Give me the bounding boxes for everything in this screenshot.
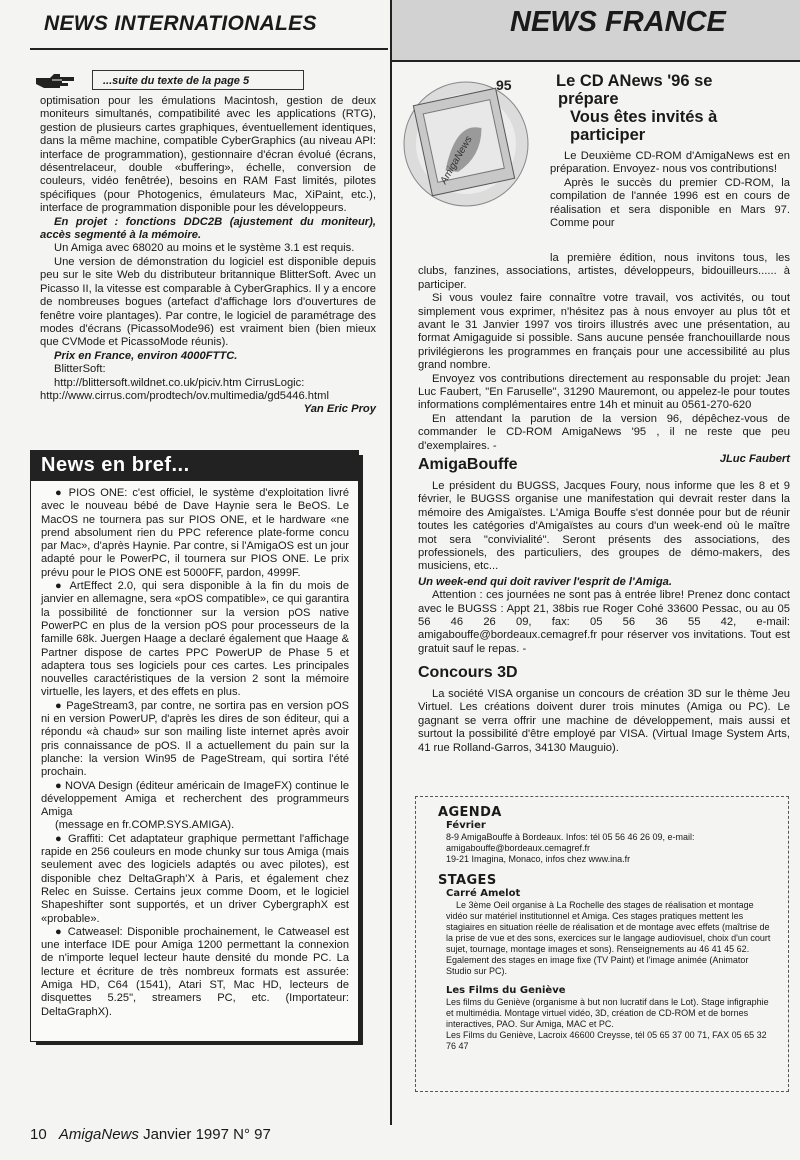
agenda-entry: 8-9 AmigaBouffe à Bordeaux. Infos: tél 05 56 46 26 09, e-mail: amigabouffe@bordeaux.cemagref.fr — [446, 832, 695, 853]
news-bref-box — [30, 450, 359, 1042]
stages-paragraph: Les Films du Geniève, Lacroix 46600 Creysse, tél 05 65 37 00 71, FAX 05 65 32 76 47 — [446, 1030, 767, 1051]
intl-author: Yan Eric Proy — [303, 403, 376, 416]
news-bref-body — [41, 487, 349, 1019]
bref-item: ● Graffiti: Cet adaptateur graphique permettant l'affichage rapide en 256 couleurs en mode chunky sur tous Amiga (mais seulement avec des logiciels adaptés ou avec pilotes), est disponible chez DeltaGraph'X à Paris, et également chez Relec en Suisse. Certains jeux comme Doom, et le logiciel Shapeshifter sont supportés, et un driver CybergraphX est «probable». — [41, 832, 349, 925]
bref-item: (message en fr.COMP.SYS.AMIGA). — [55, 819, 235, 832]
stages-subtitle: Les Films du Geniève — [446, 985, 566, 996]
cd-paragraph: Après le succès du premier CD-ROM, la compilation de l'année 1996 est en cours de réalisation et sera disponible en Mars 97. Comme pour — [550, 176, 790, 230]
agenda-entry: 19-21 Imagina, Monaco, infos chez www.ina.fr — [446, 854, 631, 864]
intl-price: Prix en France, environ 4000FTTC. — [54, 349, 238, 362]
intl-article — [40, 95, 376, 415]
page-number: 10 — [30, 1126, 47, 1143]
bref-item: ● PIOS ONE: c'est officiel, le système d'exploitation livré avec le nouveau bébé de Dave Haynie sera le BeOS. Le MacOS ne tournera pas sur PIOS ONE, et le hardware «ne prend absolument rien du PPC reference plate-forme concu par Mac», d'après Haynie. Par contre, si l'AmigaOS est un jour adapté pour le PowerPC, il tournera sur PIOS ONE. Le prix prévu pour le PIOS ONE est 5000FF, pardon, 4999F. — [41, 487, 349, 579]
cd-paragraph: En attendant la parution de la version 96, dépêchez-vous de commander le CD-ROM AmigaNews '95 , il ne reste que peu d'exemplaires. - — [418, 412, 790, 452]
intl-paragraph: BlitterSoft: — [54, 363, 106, 376]
cd-rom-image — [400, 70, 540, 210]
stages-subtitle: Carré Amelot — [446, 888, 521, 899]
bref-item: ● NOVA Design (éditeur américain de ImageFX) continue le développement Amiga et recherchent des programmeurs Amiga — [41, 779, 349, 819]
amigabouffe-article — [418, 456, 790, 656]
bref-item: ● PageStream3, par contre, ne sortira pas en version pOS ni en version PowerUP, d'après les dires de son éditeur, qui a répondu «à chaud» sur son mailing liste internet après avoir pris connaissance de pOS. Il a actuellement du pain sur la planche: la version Win95 de PageStream, qui sortira l'été prochain. — [41, 699, 349, 779]
continued-marker — [30, 70, 380, 92]
cd-title-line: Le CD ANews '96 se — [556, 72, 713, 90]
cd-author: JLuc Faubert — [719, 453, 790, 466]
left-header-title: NEWS INTERNATIONALES — [44, 12, 317, 35]
news-bref-header — [31, 451, 358, 481]
continued-text: ...suite du texte de la page 5 — [92, 70, 304, 90]
intl-subheading: En projet : fonctions DDC2B (ajustement du moniteur), accès segmenté à la mémoire. — [40, 215, 376, 242]
cd-label: AmigaNews — [438, 134, 475, 187]
right-section-header — [392, 0, 800, 62]
stages-paragraph: Le 3ème Oeil organise à La Rochelle des stages de réalisation et montage vidéo sur matériel institutionnel et Amiga. Ces stages pratiques mettent les stagiaires en situation réelle de réalisation et de montage avec effets (maîtrise de la prise de vue et des sons, exercices sur le langage audiovisuel, choix d'un court sujet, tournage, montage images et sons). Renseignements au 46 41 45 62. Egalement des stages en image fixe (TV Paint) et l'image animée (Animator Studio sur PC). — [446, 900, 771, 976]
news-bref-title: News en bref... — [41, 454, 190, 476]
cd-intro — [550, 150, 790, 230]
intl-links: http://blittersoft.wildnet.co.uk/piciv.htm CirrusLogic: http://www.cirrus.com/prodtech/ov.multimedia/gd5446.html — [40, 376, 329, 402]
bref-item: ● ArtEffect 2.0, qui sera disponible à la fin du mois de janvier en allemagne, sera «pOS compatible», ce qui garantira la possibilité de fonctionner sur la version pOS native PowerPC en plus de la version pOS pour processeurs de la famille 68k. Juergen Haage a declaré également que Haage & Partner dispose de cartes PPC PowerUP de Phase 5 et adaptera tous ses logiciels pour ces cartes. Les principales nouvelles caractéristiques de la version 2 sont la mémoire virtuelle, les layers, et des effets en plus. — [41, 580, 349, 699]
amigabouffe-paragraph: Attention : ces journées ne sont pas à entrée libre! Prenez donc contact avec le BUGSS : Appt 21, 38bis rue Roger Cohé 33600 Pessac, ou au 05 56 46 26 09, fax: 05 56 36 55 42, e-mail: amigabouffe@bordeaux.cemagref.fr pour réserver vos invitations. Tout est gratuit sauf le repas. - — [418, 589, 790, 655]
agenda-box — [415, 796, 789, 1092]
concours-3d-article — [418, 664, 790, 755]
left-section-header — [30, 0, 388, 50]
cd-title-line: Vous êtes invités à — [570, 108, 718, 126]
concours-3d-paragraph: La société VISA organise un concours de création 3D sur le thème Jeu Virtuel. Les créations doivent durer trois minutes (Amiga ou PC). Le gagnant se verra offrir une machine de développement, mais aussi et surtout la possibilité d'être employé par VISA. (Virtual Image System Arts, 41 rue Rolland-Garros, 34130 Mauguio). — [418, 688, 790, 754]
intl-paragraph: optimisation pour les émulations Macintosh, gestion de deux moniteurs simultanés, compatibilité avec les applications (RTG), gestion de plusieurs cartes graphiques, éventuellement identiques, dans la même machine, compatible CyberGraphics (au niveau API: interface de programmation), gestionnaire d'écran évolué (écrans, désentrelaceur, double «buffering», échelle, conversion de couleurs, vidéo fenêtrée), besoins en RAM Fast limités, pilotes spécifiques (pour Photogenics, émulateurs Mac, XiPaint, etc.), interface de programmation disponible pour les développeurs. — [40, 95, 376, 215]
intl-paragraph: Un Amiga avec 68020 au moins et le système 3.1 est requis. — [54, 242, 355, 255]
intl-paragraph: Une version de démonstration du logiciel est disponible depuis peu sur le site Web du distributeur britannique BlitterSoft. Avec un Picasso II, la vitesse est comparable à CyberGraphics. Il y a encore de nombreuses bogues (artefact d'affichage lors d'ouvertures de fenêtre voire plantages). Par contre, le logiciel de paramétrage des modes d'écrans (PicassoMode96) est vraiment bien (bien mieux que CVMode et PicassoMode réunis). — [40, 255, 376, 349]
agenda-title: AGENDA — [438, 805, 502, 820]
page-footer — [30, 1126, 430, 1143]
cd-paragraph: Le Deuxième CD-ROM d'AmigaNews est en préparation. Envoyez- nous vos contributions! — [550, 150, 790, 176]
agenda-content — [438, 805, 776, 1052]
cd-title-line: participer — [570, 126, 646, 144]
bref-item: ● Catweasel: Disponible prochainement, le Catweasel est une interface IDE pour Amiga 1200 permettant la connexion de n'importe lequel lecteur haute densité du monde PC. La lecture et écriture de très nombreux formats est assurée: Amiga HD, C64 (1541), Atari ST, Mac HD, lecteurs de disquettes 5.25", streamers PC, etc. (Importateur: DeltaGraphX). — [41, 925, 349, 1018]
cd-title-line: prépare — [558, 90, 619, 108]
cd-paragraph: Envoyez vos contributions directement au responsable du projet: Jean Luc Faubert, "En Faruselle", 31290 Mauremont, ou appelez-le pour toutes informations complémentaires entre 14h et minuit au 0561-270-620 — [418, 372, 790, 412]
cd-article-title — [556, 72, 796, 144]
cd-article-body — [418, 252, 790, 465]
right-header-title: NEWS FRANCE — [510, 6, 726, 38]
amigabouffe-subheading: Un week-end qui doit raviver l'esprit de l'Amiga. — [418, 575, 672, 588]
cd-paragraph: la première édition, nous invitons tous, les clubs, fanzines, associations, artistes, développeurs, bidouilleurs...... à participer. — [418, 252, 790, 291]
stages-title: STAGES — [438, 873, 497, 888]
cd-paragraph: Si vous voulez faire connaître votre travail, vos activités, ou tout simplement vous exprimer, n'hésitez pas à nous envoyer au plus tôt et avant le 31 Janvier 1997 vos tiroirs illustrés avec une présentation, au format Amigaguide si possible. Sans aucune pensée franchouillarde nous privilégierons les programmes en français pour une accessibilité au plus grand nombre. — [418, 292, 790, 372]
amigabouffe-paragraph: Le président du BUGSS, Jacques Foury, nous informe que les 8 et 9 février, le BUGSS organise une manifestation qui devrait rester dans la mémoire des Amigaïstes. L'Amiga Bouffe s'est donnée pour but de réunir toutes les catégories d'Amigaïstes au cours d'un week-end où le maître mot sera "convivialité". Seront présents des associations, des professionels, des particuliers, des groupes de démo-makers, des musiciens, etc... — [418, 480, 790, 573]
issue-info: Janvier 1997 N° 97 — [143, 1126, 271, 1143]
stages-paragraph: Les films du Geniève (organisme à but non lucratif dans le Lot). Stage infigraphie et multimédia. Montage virtuel vidéo, 3D, création de CD-ROM et de bornes interactives, PAO. Sur Amiga, MAC et PC. — [446, 997, 769, 1029]
magazine-name: AmigaNews — [58, 1126, 139, 1143]
agenda-month: Février — [446, 820, 486, 831]
cd-badge: 95 — [496, 77, 512, 93]
pointing-hand-icon — [34, 72, 76, 90]
amigabouffe-title: AmigaBouffe — [418, 456, 518, 473]
column-divider — [390, 0, 392, 1125]
concours-3d-title: Concours 3D — [418, 664, 518, 681]
